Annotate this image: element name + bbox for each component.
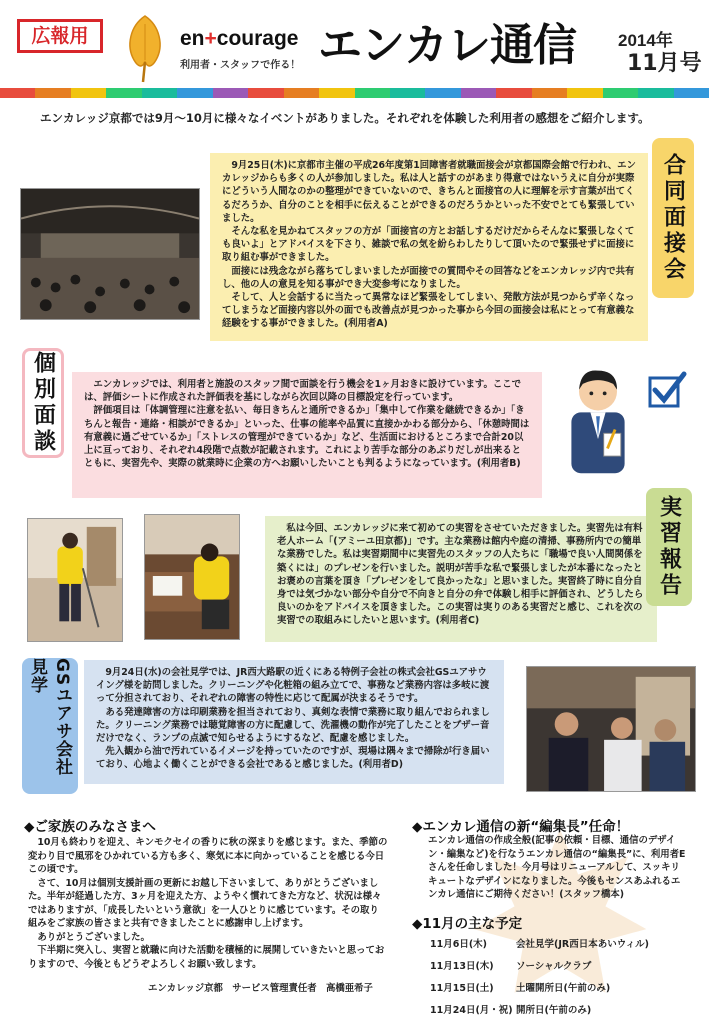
interview-section-text: 9月25日(木)に京都市主催の平成26年度第1回障害者就職面接会が京都国際会館で行われ、エンカレッジからも多くの人が参加しました。私は人と話すのがあまり得意ではないうえに自分が実際にどういう人間なのかの整理ができていないので、きちんと面接官の人に理解を示す言葉が出てくるだろうか、自分のことを相手に伝えることができるのだろうかといった不安でとても緊張していました。 そんな私を見かねてスタッフの方が「面接官の方とお話しするだけだからそんなに緊張しなくても良いよ」とアドバイスを下さり、雑談で私の気を紛らわしたりして頂いたので緊張せずに面接に取り組む事ができました。 面接には残念ながら落ちてしまいましたが面接での質問やその回答などをエンカレッジ内で共有し、他の人の意見を知る事ができ大変参考になりました。 そして、人と会話するに当たって異常なほど緊張をしてしまい、発散方法が見つからず辛くなってしまうなど面接内容以外の面でも改善点が見つかった事から今回の面接会は私にとって有意義な経験をする事ができました。(利用者A): [210, 153, 648, 341]
rainbow-segment: [0, 88, 35, 98]
rainbow-segment: [461, 88, 496, 98]
family-heading: ◆ご家族のみなさまへ: [24, 819, 156, 835]
rainbow-segment: [567, 88, 602, 98]
practice-section-text: 私は今回、エンカレッジに来て初めての実習をさせていただきました。実習先は有料老人ホーム「(アミーユ田京都)」です。主な業務は館内や庭の清掃、事務所内での簡単な業務でした。私は実習期間中に実習先のスタッフの人たちに「職場で良い人間関係を築くには」のプレゼンを行いました。説明が苦手な私で緊張しましたが本番になったとお褒めの言葉を頂き「プレゼンをして良かったな」と思いました。実習終了時に自分自身では気づかない部分や自分で不向きと自分の弁で体験し相手に評価され、どうしたら良いのかをアドバイスを頂きました。この実習は実りのある実習だと感じ、これを次の実習での取組みにしたいと思います。(利用者C): [265, 516, 657, 642]
list-item: [430, 998, 690, 1020]
issue-month: 11月号: [627, 51, 702, 76]
brand-tagline: 利用者・スタッフで作る！: [180, 60, 301, 71]
interview-event-photo: [20, 188, 200, 320]
rainbow-segment: [674, 88, 709, 98]
rainbow-segment: [177, 88, 212, 98]
rainbow-segment: [248, 88, 283, 98]
family-message: 10月も終わりを迎え、キンモクセイの香りに秋の深まりを感じます。また、季節の変わり目で風邪をひかれている方も多く、寒気に本に向かっていることを感じる今日この頃です。 さて、10月は個別支援計画の更新にお越し下さいまして、ありがとうございました。半年が経過した方、3ヶ月を迎えた方、ようやく慣れてきた方など、状況は様々ではありますが、「成長したいという意欲」を一人ひとりに感じています。その取り組みをご家族の皆さまと共有できましたことに感謝申し上げます。 ありがとうございました。 下半期に突入し、実習と就職に向けた活動を積極的に展開していきたいと思っておりますので、今後ともどうぞよろしくお願い致します。: [28, 837, 388, 970]
editor-heading: ◆エンカレ通信の新“編集長”任命！: [412, 819, 630, 835]
meeting-section-title: 個別面談: [22, 348, 64, 458]
editor-text: エンカレ通信の作成全般(記事の依頼・目標、通信のデザイン・編集など)を行なうエンカレ通信の“編集長”に、利用者Eさんを任命しました！今月号はリニューアルして、スッキリキュートなデザインになりました。今後もセンスあふれるエンカレ通信にご期待ください！(スタッフ橋本): [428, 835, 686, 900]
visit-section-text: 9月24日(水)の会社見学では、JR西大路駅の近くにある特例子会社の株式会社GSユアサウイング様を訪問しました。クリーニングや化粧箱の組み立てで、事務など業務内容は多岐に渡って分担されており、それぞれの障害の特性に応じて配属が決まるそうです。 ある発達障害の方は印刷業務を担当されており、真剣な表情で業務に取り組んでおられました。クリーニング業務では聴覚障害の方に配慮して、洗濯機の動作が完了したことをブザー音だけでなく、ランプの点滅で知らせるようにするなど、配慮を感じました。 先入観から油で汚れているイメージを持っていたのですが、現場は隅々まで掃除が行き届いており、心地よく働くことができる会社であると感じました。(利用者D): [84, 660, 504, 784]
rainbow-segment: [284, 88, 319, 98]
rainbow-stripe: [0, 88, 709, 98]
newsletter-title: エンカレ通信: [318, 20, 576, 71]
rainbow-segment: [603, 88, 638, 98]
schedule-list: [430, 932, 690, 1020]
rainbow-segment: [71, 88, 106, 98]
family-signature: エンカレッジ京都 サービス管理責任者 高橋亜希子: [148, 983, 373, 994]
rainbow-segment: [390, 88, 425, 98]
issue-year: 2014年: [618, 31, 673, 50]
rainbow-segment: [355, 88, 390, 98]
brand-logo: en+courage: [180, 27, 299, 50]
rainbow-segment: [319, 88, 354, 98]
schedule-heading: ◆11月の主な予定: [412, 916, 523, 932]
meeting-section-text: エンカレッジでは、利用者と施設のスタッフ間で面談を行う機会を1ヶ月おきに設けています。ここでは、評価シートに作成された評価表を基にしながら次回以降の目標設定を行っています。 評価項目は「体調管理に注意を払い、毎日きちんと通所できるか」「集中して作業を継続できるか」「きちんと報告・連絡・相談ができるか」といった、仕事の能率や品質に直接かかわる部分から、「休憩時間は有意義に過ごせているか」「ストレスの管理ができているか」など、生活面におけるところまで合計20以上に亘っており、それぞれ4段階で点数が記載されます。これにより苦手な部分のあぶりだしが出来るとともに、実習先や、実際の就業時に企業の方へお願いしたいことも判るようになっています。(利用者B): [72, 372, 542, 498]
schedule-date: 11月6日(木): [430, 939, 488, 950]
rainbow-segment: [213, 88, 248, 98]
practice-section-title: 実習報告: [646, 488, 692, 606]
rainbow-segment: [106, 88, 141, 98]
visit-section-title: GSユアサ会社見学: [22, 658, 78, 794]
rainbow-segment: [35, 88, 70, 98]
schedule-event: 会社見学(JR西日本あいウィル): [516, 939, 649, 950]
schedule-date: 11月15日(土): [430, 983, 494, 994]
rainbow-segment: [496, 88, 531, 98]
schedule-event: 開所日(午前のみ): [516, 1005, 592, 1016]
intro-text: エンカレッジ京都では9月～10月に様々なイベントがありました。それぞれを体験した利用者の感想をご紹介します。: [40, 111, 650, 125]
list-item: [430, 932, 690, 954]
publicity-stamp: 広報用: [17, 19, 103, 53]
cleaning-work-photo: [27, 518, 123, 642]
list-item: [430, 976, 690, 998]
rainbow-segment: [638, 88, 673, 98]
list-item: [430, 954, 690, 976]
schedule-date: 11月24日(月・祝): [430, 1005, 513, 1016]
desk-work-photo: [144, 514, 240, 640]
schedule-date: 11月13日(木): [430, 961, 494, 972]
rainbow-segment: [142, 88, 177, 98]
schedule-event: ソーシャルクラブ: [516, 961, 592, 972]
factory-visit-photo: [526, 666, 696, 792]
staff-illustration: [560, 360, 636, 480]
rainbow-segment: [425, 88, 460, 98]
rainbow-segment: [532, 88, 567, 98]
interview-section-title: 合同面接会: [652, 138, 694, 298]
checkbox-icon: [646, 370, 688, 410]
schedule-event: 土曜開所日(午前のみ): [516, 983, 611, 994]
ginkgo-leaf-icon: [124, 12, 166, 84]
